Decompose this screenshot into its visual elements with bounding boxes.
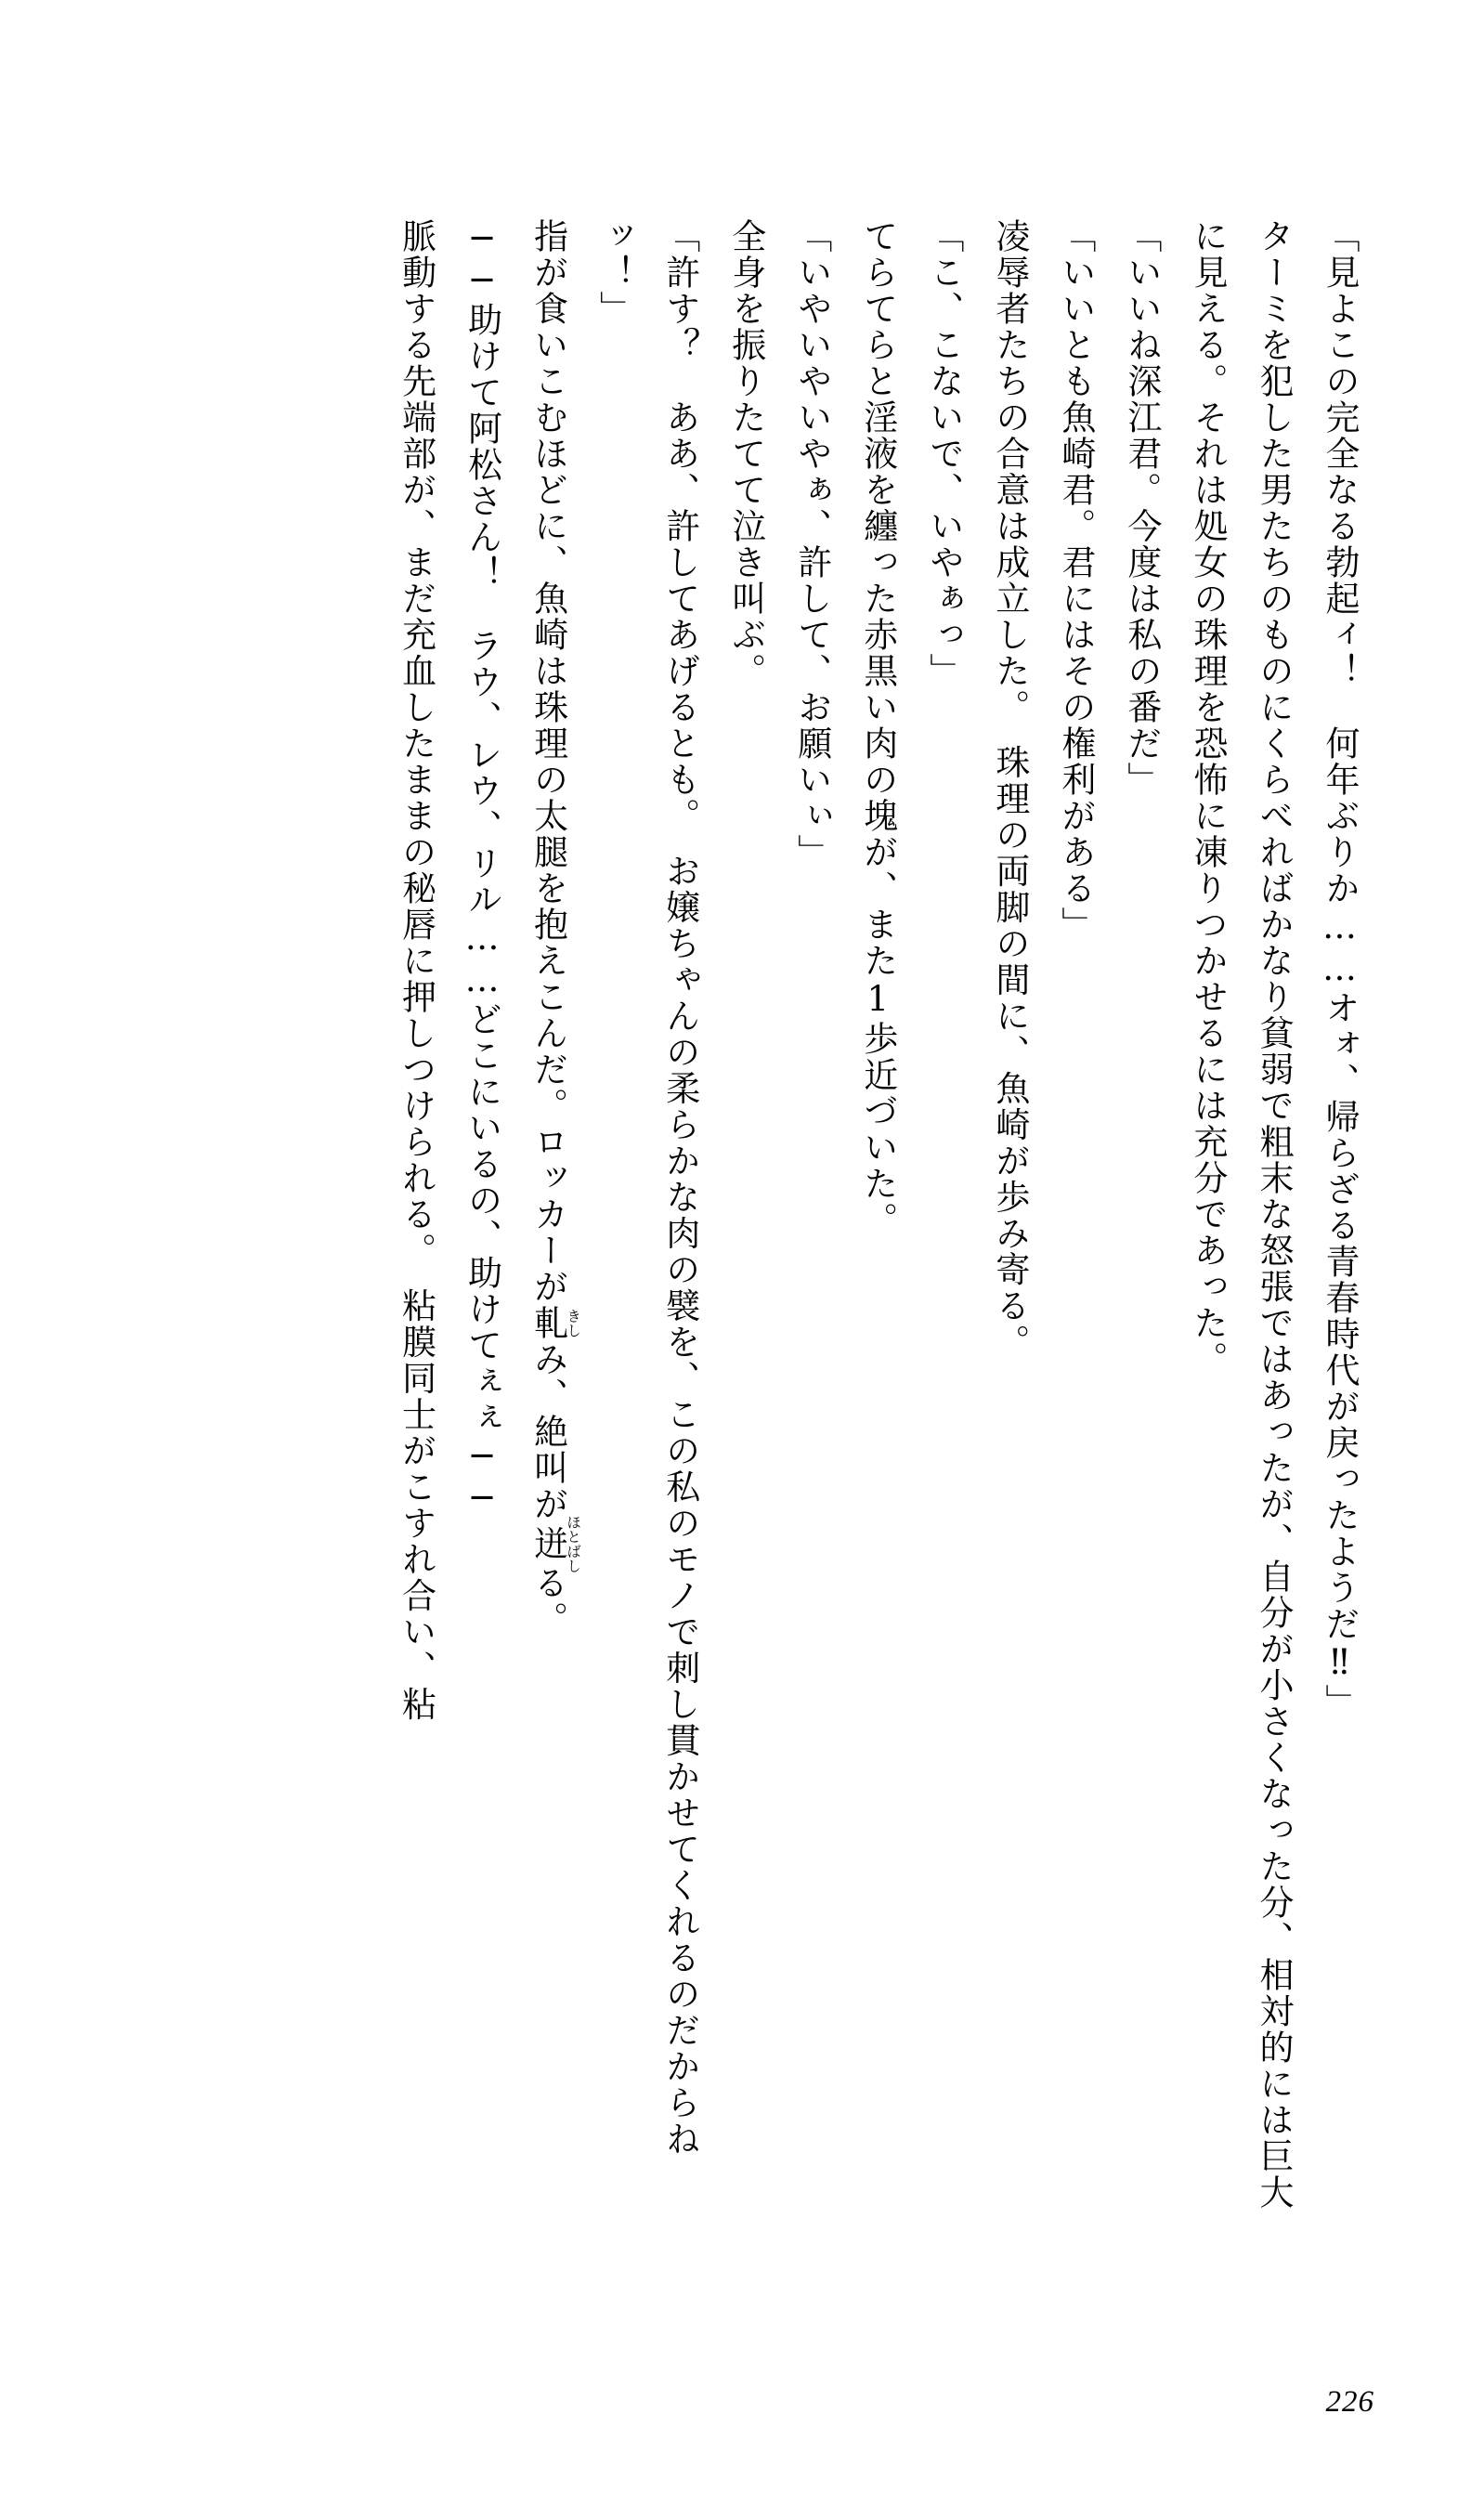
paragraph: 「いやいやいやぁ、許して、お願いぃ」 (791, 218, 832, 870)
paragraph: 「いいとも魚崎君。君にはその権利がある」 (1055, 218, 1096, 943)
page-number: 226 (1325, 2385, 1374, 2419)
paragraph: 「許す？ ああ、許してあげるとも。 お嬢ちゃんの柔らかな肉の襞を、この私のモノで刺し貫かせてくれるのだからねッ！」 (593, 218, 700, 2158)
paragraph: 脈動する先端部が、まだ充血したままの秘唇に押しつけられる。 粘膜同士がこすれ合い、粘 (396, 218, 436, 1723)
paragraph: 凌辱者たちの合意は成立した。 珠理の両脚の間に、魚崎が歩み寄る。 (989, 218, 1030, 1361)
body-text (384, 218, 1373, 2243)
paragraph: ターミを犯した男たちのものにくらべればかなり貧弱で粗末な怒張ではあったが、自分が小さくなった分、相対的には巨大に見える。それは処女の珠理を恐怖に凍りつかせるには充分であった。 (1187, 218, 1294, 2211)
paragraph: 「こ、こないで、いやぁっ」 (923, 218, 964, 689)
paragraph: 「見よこの完全なる勃起ィ！ 何年ぶりか……オォ、帰らざる青春時代が戻ったようだ‼」 (1320, 218, 1360, 1720)
paragraph: てらてらと淫液を纏った赤黒い肉の塊が、また1歩近づいた。 (857, 218, 898, 1238)
paragraph: 全身を振りたてて泣き叫ぶ。 (725, 218, 766, 689)
paragraph-with-ruby: 指が食いこむほどに、魚崎は珠理の太腿を抱えこんだ。ロッカーが軋きしみ、絶叫が迸ほとばしる。 (527, 218, 582, 1638)
paragraph: ──助けて阿松さん！ ラウ、レウ、リル……どこにいるの、助けてぇぇ── (462, 218, 502, 1520)
paragraph: 「いいね深江君。今度は私の番だ」 (1121, 218, 1162, 798)
